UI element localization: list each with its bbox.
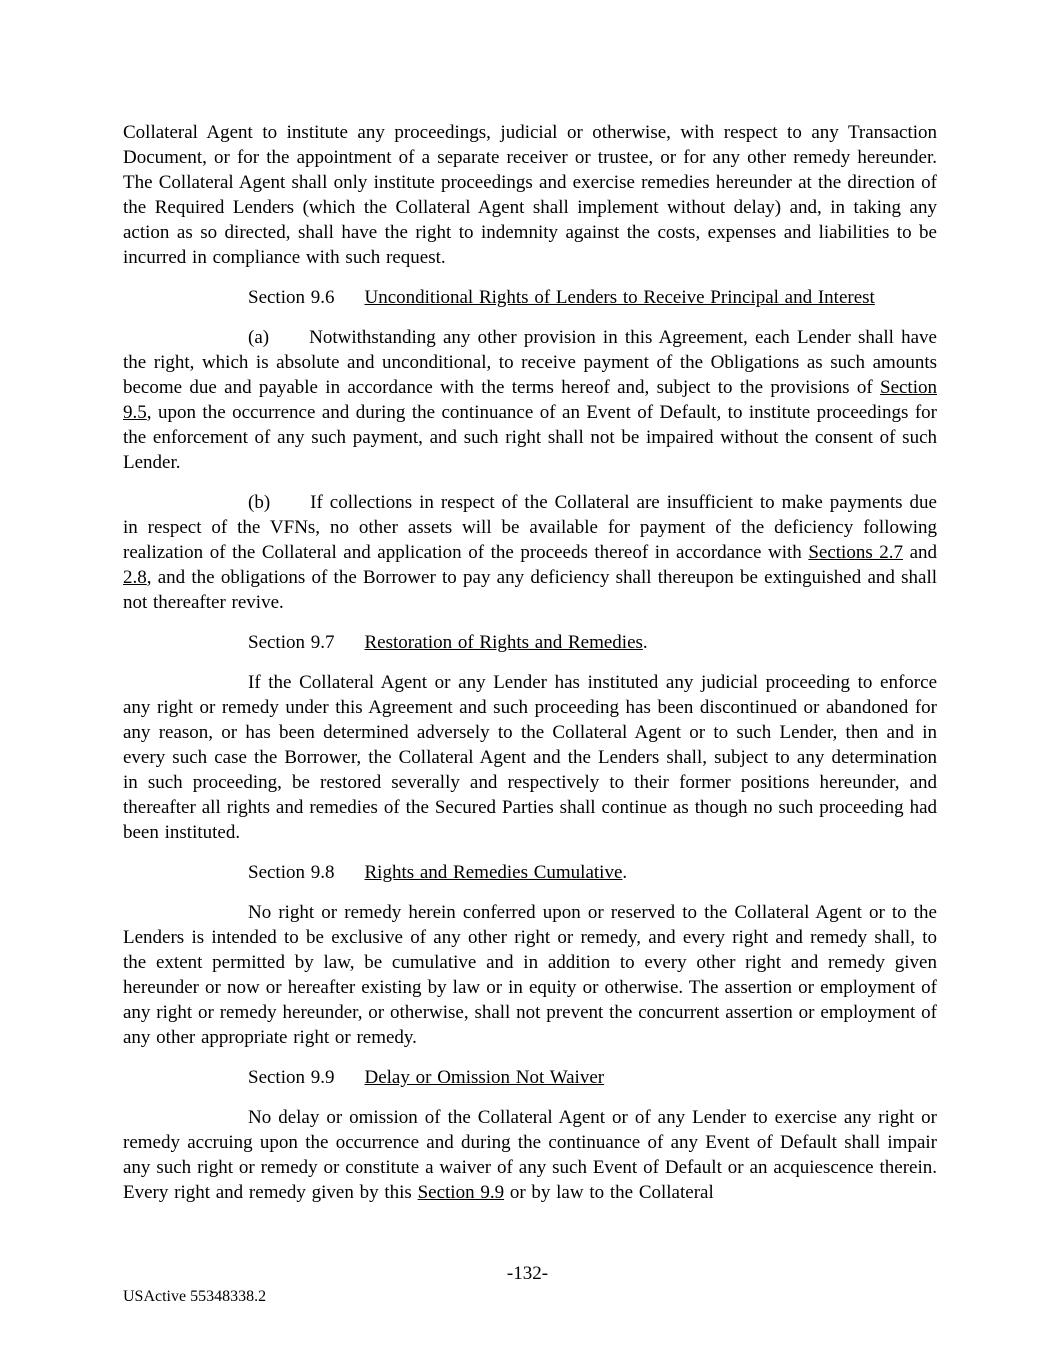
- text-run: or by law to the Collateral: [504, 1182, 714, 1203]
- tab-spacer: [335, 1082, 365, 1083]
- underlined-reference: Section 9.9: [417, 1182, 505, 1203]
- underlined-reference: Section 9.5: [123, 377, 937, 423]
- document-footer-id: USActive 55348338.2: [123, 1288, 267, 1305]
- underlined-reference: Delay or Omission Not Waiver: [364, 1067, 605, 1088]
- text-run: , upon the occurrence and during the continuance of an Event of Default, to institute proceedings for the enforcement of any such payment, and such right shall not be impaired without the consent of such Lender.: [123, 402, 937, 473]
- paragraph: [123, 900, 937, 1050]
- page-number: -132-: [506, 1263, 549, 1284]
- paragraph: [123, 325, 937, 475]
- text-run: No delay or omission of the Collateral Agent or of any Lender to exercise any right or remedy accruing upon the occurrence and during the continuance of any Event of Default shall impair any such right or remedy or constitute a waiver of any such Event of Default or an acquiescence therein. Every right and remedy given by this: [123, 1107, 937, 1203]
- tab-spacer: [335, 647, 365, 648]
- underlined-reference: Restoration of Rights and Remedies: [364, 632, 643, 653]
- underlined-reference: 2.8: [123, 567, 147, 588]
- text-run: and: [903, 542, 938, 563]
- tab-spacer: [335, 302, 365, 303]
- text-run: Section 9.9: [248, 1067, 335, 1088]
- section-heading: [248, 1065, 937, 1090]
- section-heading: [248, 630, 937, 655]
- paragraph: [123, 490, 937, 615]
- text-run: Section 9.8: [248, 862, 335, 883]
- section-heading: [248, 860, 937, 885]
- text-run: Section 9.7: [248, 632, 335, 653]
- text-run: Collateral Agent to institute any proceedings, judicial or otherwise, with respect to any Transaction Document, or for the appointment of a separate receiver or trustee, or for any other remedy hereunder. The Collateral Agent shall only institute proceedings and exercise remedies hereunder at the direction of the Required Lenders (which the Collateral Agent shall implement without delay) and, in taking any action as so directed, shall have the right to indemnity against the costs, expenses and liabilities to be incurred in compliance with such request.: [123, 122, 937, 268]
- paragraph: [123, 670, 937, 845]
- document-content: [123, 120, 937, 1220]
- underlined-reference: Unconditional Rights of Lenders to Receive Principal and Interest: [364, 287, 875, 308]
- text-run: Section 9.6: [248, 287, 335, 308]
- paragraph: [123, 1105, 937, 1205]
- paragraph: [123, 120, 937, 270]
- section-heading: [248, 285, 937, 310]
- text-run: Notwithstanding any other provision in this Agreement, each Lender shall have the right, which is absolute and unconditional, to receive payment of the Obligations as such amounts become due and payable in accordance with the terms hereof and, subject to the provisions of: [123, 327, 937, 398]
- underlined-reference: Sections 2.7: [808, 542, 904, 563]
- text-run: .: [622, 862, 628, 883]
- text-run: (b): [248, 492, 271, 513]
- tab-spacer: [270, 507, 310, 508]
- text-run: , and the obligations of the Borrower to pay any deficiency shall thereupon be extinguished and shall not thereafter revive.: [123, 567, 937, 613]
- text-run: (a): [248, 327, 270, 348]
- text-run: .: [642, 632, 648, 653]
- text-run: If collections in respect of the Collateral are insufficient to make payments due in respect of the VFNs, no other assets will be available for payment of the deficiency following realization of the Collateral and application of the proceeds thereof in accordance with: [123, 492, 937, 563]
- text-run: If the Collateral Agent or any Lender has instituted any judicial proceeding to enforce any right or remedy under this Agreement and such proceeding has been discontinued or abandoned for any reason, or has been determined adversely to the Collateral Agent or to such Lender, then and in every such case the Borrower, the Collateral Agent and the Lenders shall, subject to any determination in such proceeding, be restored severally and respectively to their former positions hereunder, and thereafter all rights and remedies of the Secured Parties shall continue as though no such proceeding had been instituted.: [123, 672, 937, 843]
- tab-spacer: [335, 877, 365, 878]
- underlined-reference: Rights and Remedies Cumulative: [364, 862, 623, 883]
- text-run: No right or remedy herein conferred upon or reserved to the Collateral Agent or to the Lenders is intended to be exclusive of any other right or remedy, and every right and remedy shall, to the extent permitted by law, be cumulative and in addition to every other right and remedy given hereunder or now or hereafter existing by law or in equity or otherwise. The assertion or employment of any right or remedy hereunder, or otherwise, shall not prevent the concurrent assertion or employment of any other appropriate right or remedy.: [123, 902, 937, 1048]
- tab-spacer: [269, 342, 309, 343]
